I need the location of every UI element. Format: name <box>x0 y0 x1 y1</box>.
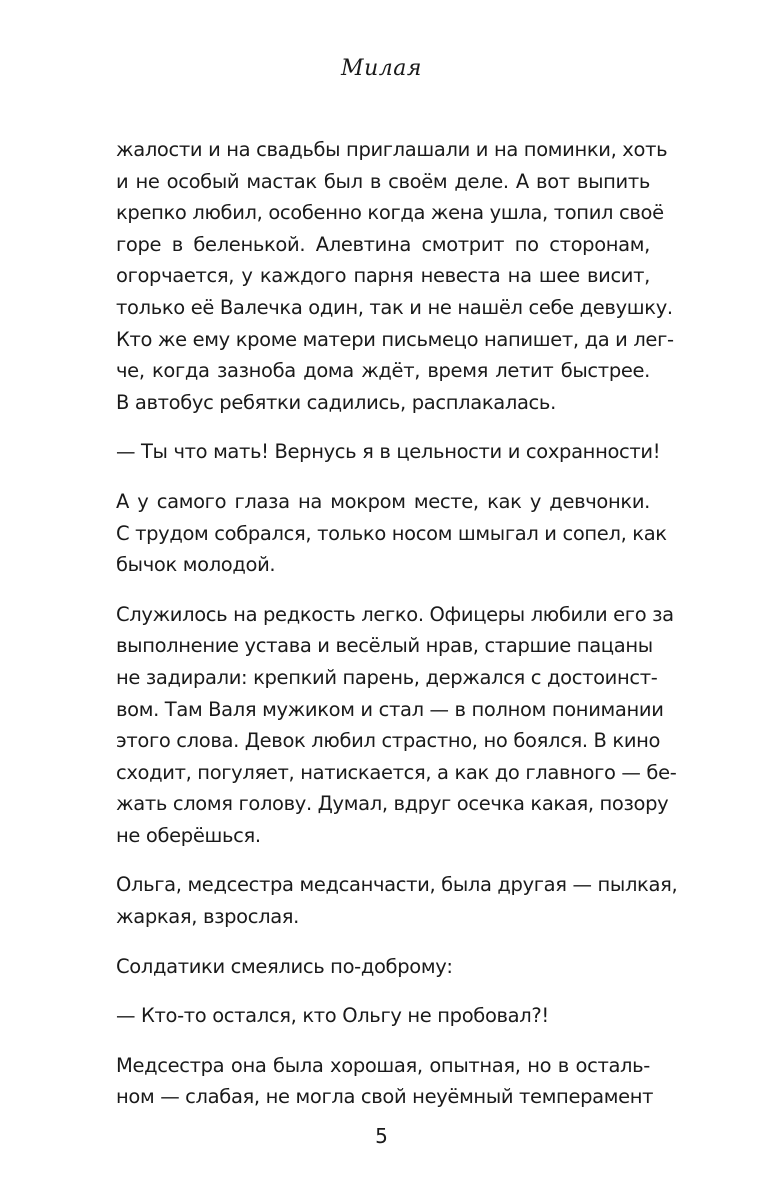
text-line: ном — слабая, не могла свой неуёмный темперамент <box>116 1085 654 1109</box>
paragraph <box>116 1000 650 1032</box>
running-header: Милая <box>341 56 422 81</box>
paragraph <box>116 436 661 468</box>
text-line: жалости и на свадьбы приглашали и на поминки, хоть <box>116 138 668 161</box>
text-line: Медсестра она была хорошая, опытная, но в осталь- <box>116 1053 650 1077</box>
text-line: Служилось на редкость легко. Офицеры любили его за <box>116 602 674 626</box>
text-line: — Кто-то остался, кто Ольгу не пробовал?! <box>116 1004 549 1028</box>
text-line: бычок молодой. <box>116 553 276 577</box>
text-line: горе в беленькой. Алевтина смотрит по сторонам, <box>116 232 650 256</box>
paragraph <box>116 599 677 852</box>
text-line: сходит, погуляет, натискается, а как до главного — бе- <box>116 760 677 784</box>
text-line: че, когда зазноба дома ждёт, время летит быстрее. <box>116 359 650 383</box>
text-line: А у самого глаза на мокром месте, как у девчонки. <box>116 489 650 513</box>
text-line: не оберёшься. <box>116 823 261 847</box>
text-line: крепко любил, особенно когда жена ушла, топил своё <box>116 201 664 225</box>
paragraph <box>116 1050 654 1113</box>
paragraph <box>116 486 667 581</box>
text-line: С трудом собрался, только носом шмыгал и сопел, как <box>116 521 667 545</box>
paragraph <box>116 951 650 983</box>
paragraph <box>116 869 678 932</box>
text-line: Ольга, медсестра медсанчасти, была другая — пылкая, <box>116 873 678 897</box>
text-line: Кто же ему кроме матери письмецо напишет, да и лег- <box>116 327 674 351</box>
text-line: жать сломя голову. Думал, вдруг осечка какая, позору <box>116 792 669 816</box>
text-line: жаркая, взрослая. <box>116 905 300 929</box>
page-body <box>116 134 678 1113</box>
text-line: — Ты что мать! Вернусь я в цельности и сохранности! <box>116 440 661 464</box>
text-line: огорчается, у каждого парня невеста на шее висит, <box>116 264 650 288</box>
paragraph <box>116 134 674 418</box>
page-number: 5 <box>375 1124 388 1148</box>
text-line: В автобус ребятки садились, расплакалась. <box>116 390 556 414</box>
text-line: не задирали: крепкий парень, держался с достоинст- <box>116 665 658 689</box>
text-line: и не особый мастак был в своём деле. А вот выпить <box>116 169 650 193</box>
text-line: вом. Там Валя мужиком и стал — в полном понимании <box>116 697 664 721</box>
text-line: только её Валечка один, так и не нашёл себе девушку. <box>116 295 673 319</box>
text-line: выполнение устава и весёлый нрав, старшие пацаны <box>116 634 653 658</box>
text-line: этого слова. Девок любил страстно, но боялся. В кино <box>116 729 661 753</box>
text-line: Солдатики смеялись по-доброму: <box>116 954 453 978</box>
